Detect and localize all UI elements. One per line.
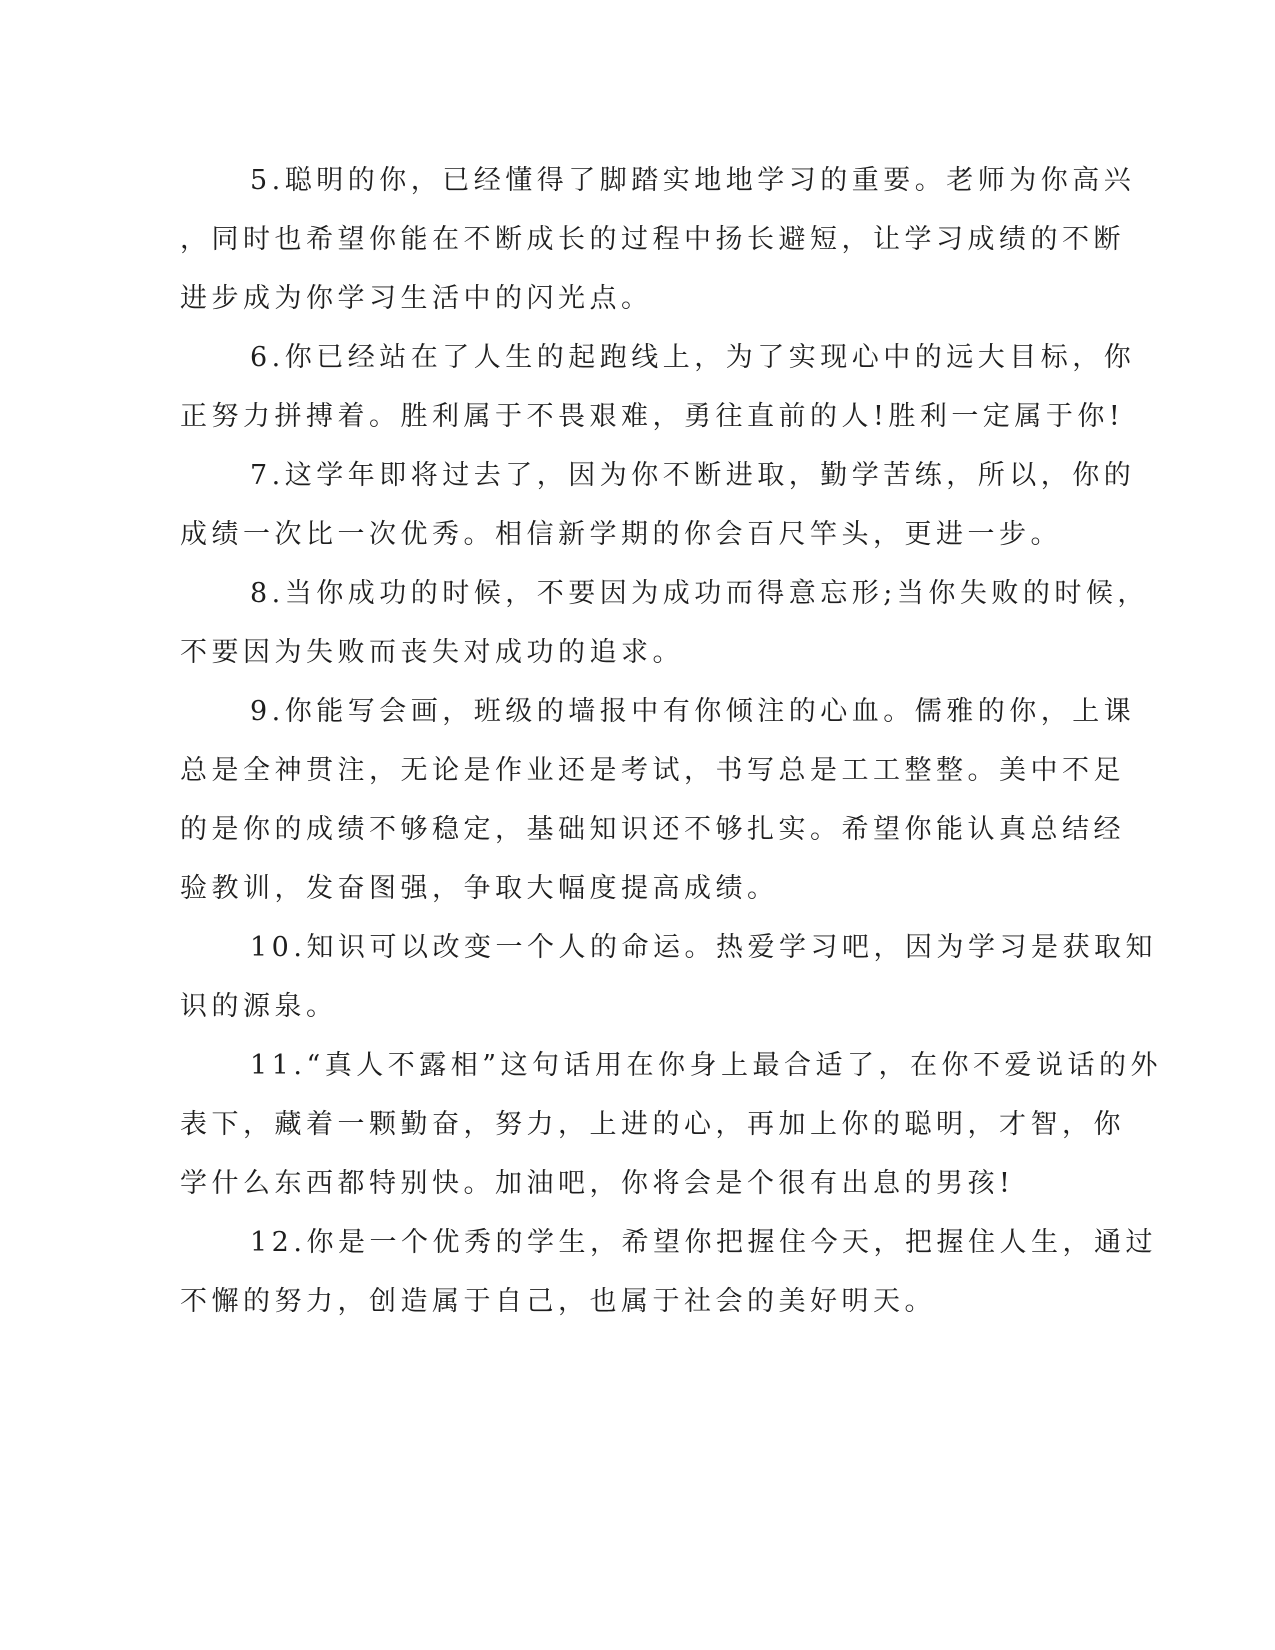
paragraph-10-line-2: 识的源泉。: [180, 991, 338, 1022]
paragraph-11-line-3: 学什么东西都特别快。加油吧，你将会是个很有出息的男孩!: [180, 1168, 1015, 1199]
paragraph-7-line-1: 7.这学年即将过去了，因为你不断进取，勤学苦练，所以，你的: [250, 460, 1136, 491]
paragraph-6-line-2: 正努力拼搏着。胜利属于不畏艰难，勇往直前的人!胜利一定属于你!: [180, 401, 1125, 432]
paragraph-12-line-1: 12.你是一个优秀的学生，希望你把握住今天，把握住人生，通过: [250, 1227, 1157, 1258]
paragraph-5-line-1: 5.聪明的你，已经懂得了脚踏实地地学习的重要。老师为你高兴: [250, 165, 1136, 196]
paragraph-9-line-1: 9.你能写会画，班级的墙报中有你倾注的心血。儒雅的你，上课: [250, 696, 1136, 727]
paragraph-8-line-2: 不要因为失败而丧失对成功的追求。: [180, 637, 684, 668]
paragraph-11-line-2: 表下，藏着一颗勤奋，努力，上进的心，再加上你的聪明，才智，你: [180, 1109, 1125, 1140]
paragraph-12-line-2: 不懈的努力，创造属于自己，也属于社会的美好明天。: [180, 1286, 936, 1317]
paragraph-5-line-3: 进步成为你学习生活中的闪光点。: [180, 283, 653, 314]
paragraph-7-line-2: 成绩一次比一次优秀。相信新学期的你会百尺竿头，更进一步。: [180, 519, 1062, 550]
paragraph-9-line-2: 总是全神贯注，无论是作业还是考试，书写总是工工整整。美中不足: [180, 755, 1125, 786]
paragraph-5-line-2: ，同时也希望你能在不断成长的过程中扬长避短，让学习成绩的不断: [180, 224, 1125, 255]
paragraph-10-line-1: 10.知识可以改变一个人的命运。热爱学习吧，因为学习是获取知: [250, 932, 1157, 963]
paragraph-9-line-3: 的是你的成绩不够稳定，基础知识还不够扎实。希望你能认真总结经: [180, 814, 1125, 845]
paragraph-11-line-1: 11.“真人不露相”这句话用在你身上最合适了，在你不爱说话的外: [250, 1050, 1163, 1081]
paragraph-9-line-4: 验教训，发奋图强，争取大幅度提高成绩。: [180, 873, 779, 904]
paragraph-6-line-1: 6.你已经站在了人生的起跑线上，为了实现心中的远大目标，你: [250, 342, 1136, 373]
paragraph-8-line-1: 8.当你成功的时候，不要因为成功而得意忘形;当你失败的时候，: [250, 578, 1149, 609]
